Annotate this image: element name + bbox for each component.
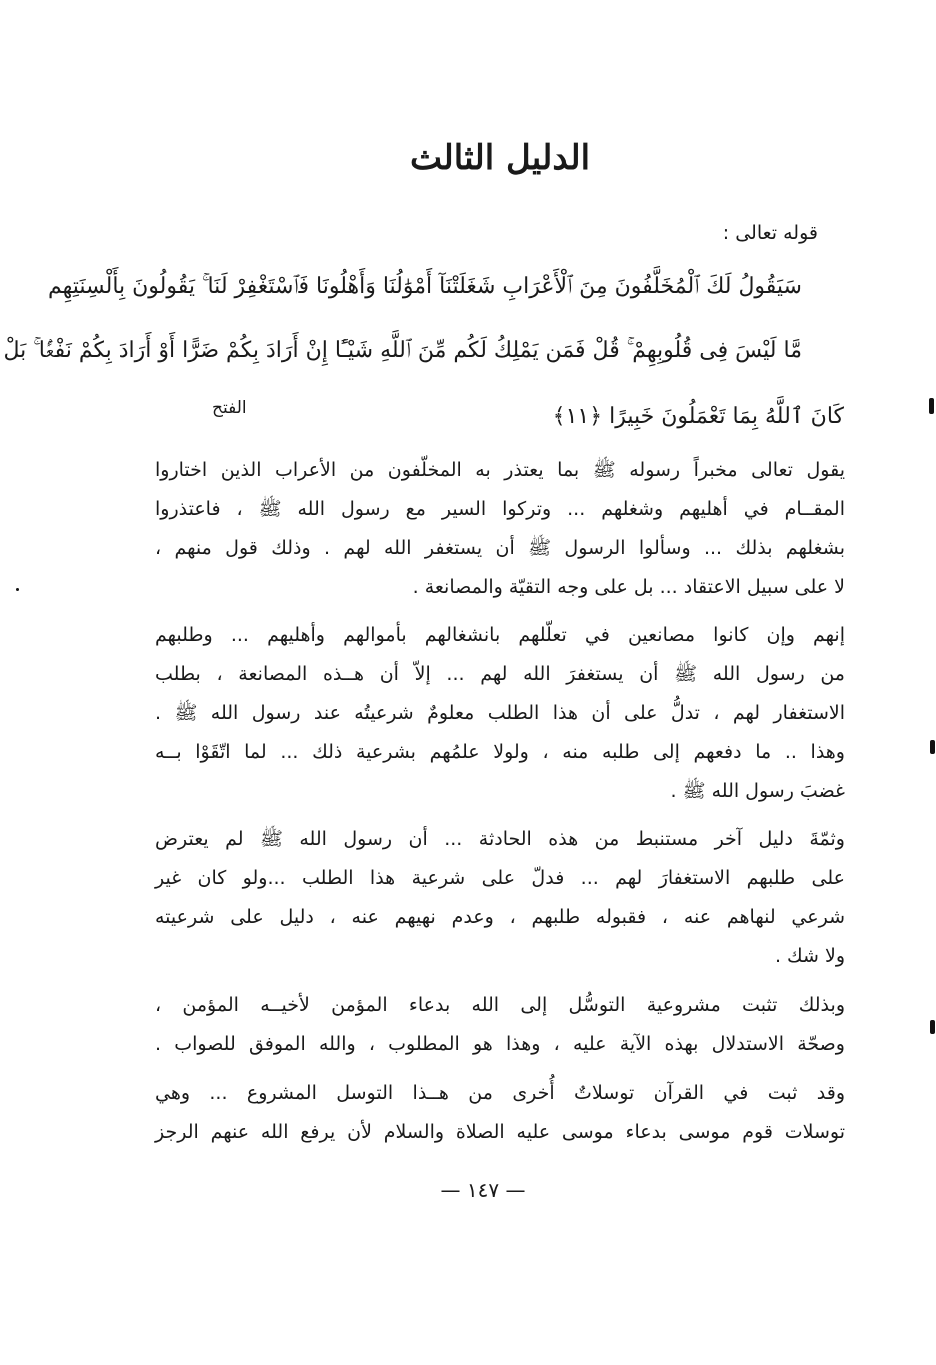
quran-verse-line: كَانَ ٱللَّهُ بِمَا تَعْمَلُونَ خَبِيرًا ﴿١١﴾ xyxy=(552,404,844,429)
quran-verse-line: سَيَقُولُ لَكَ ٱلْمُخَلَّفُونَ مِنَ ٱلْأَعْرَابِ شَغَلَتْنَآ أَمْوَٰلُنَا وَأَهْلُونَا فَٱسْتَغْفِرْ لَنَا ۚ يَقُولُونَ بِأَلْسِنَتِهِم xyxy=(47,274,802,299)
paragraph-line: وقد ثبت في القرآن توسلاتٌ أُخرى من هــذا التوسل المشروع ... وهي xyxy=(155,1082,845,1104)
paragraph-line: إنهم وإن كانوا مصانعين في تعلّلهم بانشغالهم بأموالهم وأهليهم ... وطلبهم xyxy=(155,624,845,646)
page-title: الدليل الثالث xyxy=(409,138,591,178)
paragraph-line: توسلات قوم موسى بدعاء موسى عليه الصلاة والسلام لأن يرفع الله عنهم الرجز xyxy=(155,1121,845,1143)
quran-verse-line: مَّا لَيْسَ فِى قُلُوبِهِمْ ۚ قُلْ فَمَن يَمْلِكُ لَكُم مِّنَ ٱللَّهِ شَيْـًٔا إِنْ أَرَادَ بِكُمْ ضَرًّا أَوْ أَرَادَ بِكُمْ نَفْعًۢا ۚ بَلْ xyxy=(3,338,802,363)
scan-mark xyxy=(930,740,935,754)
paragraph-line: ولا شك . xyxy=(774,945,845,967)
paragraph-line: المقــام في أهليهم وشغلهم ... وتركوا السير مع رسول الله ﷺ ، فاعتذروا xyxy=(155,498,845,520)
verse-intro: قوله تعالى : xyxy=(722,222,818,244)
paragraph-line: وصحّة الاستدلال بهذه الآية عليه ، وهذا هو المطلوب ، والله الموفق للصواب . xyxy=(155,1033,845,1055)
surah-name: الفتح xyxy=(212,398,247,418)
scan-mark xyxy=(929,398,934,414)
paragraph-line: وهذا .. ما دفعهم إلى طلبه منه ، ولولا علمُهم بشرعية ذلك ... لما اتّقَوْا بــه xyxy=(155,741,845,763)
paragraph-line: بشغلهم بذلك ... وسألوا الرسول ﷺ أن يستغفر الله لهم . وذلك قول منهم ، xyxy=(155,537,845,559)
paragraph-line: لا على سبيل الاعتقاد ... بل على وجه التقيّة والمصانعة . xyxy=(412,576,845,598)
paragraph-line: غضبَ رسول الله ﷺ . xyxy=(670,780,845,802)
paragraph-line: الاستغفار لهم ، تدلُّ على أن هذا الطلب معلومٌ شرعيتُه عند رسول الله ﷺ . xyxy=(155,702,845,724)
scan-mark xyxy=(930,1020,935,1034)
page-number: — ١٤٧ — xyxy=(440,1178,526,1202)
paragraph-line: يقول تعالى مخبراً رسوله ﷺ بما يعتذر به المخلّفون من الأعراب الذين اختاروا xyxy=(155,459,845,481)
paragraph-line: على طلبهم الاستغفارَ لهم ... فدلّ على شرعية هذا الطلب ...ولو كان غير xyxy=(155,867,845,889)
scan-mark xyxy=(16,588,19,591)
paragraph-line: وثمّةَ دليل آخر مستنبط من هذه الحادثة ... أن رسول الله ﷺ لم يعترض xyxy=(155,828,845,850)
paragraph-line: شرعي لنهاهم عنه ، فقبوله طلبهم ، وعدم نهيهم عنه ، دليل على شرعيته xyxy=(155,906,845,928)
paragraph-line: وبذلك تثبت مشروعية التوسُّل إلى الله بدعاء المؤمن لأخيــه المؤمن ، xyxy=(155,994,845,1016)
paragraph-line: من رسول الله ﷺ أن يستغفرَ الله لهم ... إلاّ أن هــذه المصانعة ، بطلب xyxy=(155,663,845,685)
